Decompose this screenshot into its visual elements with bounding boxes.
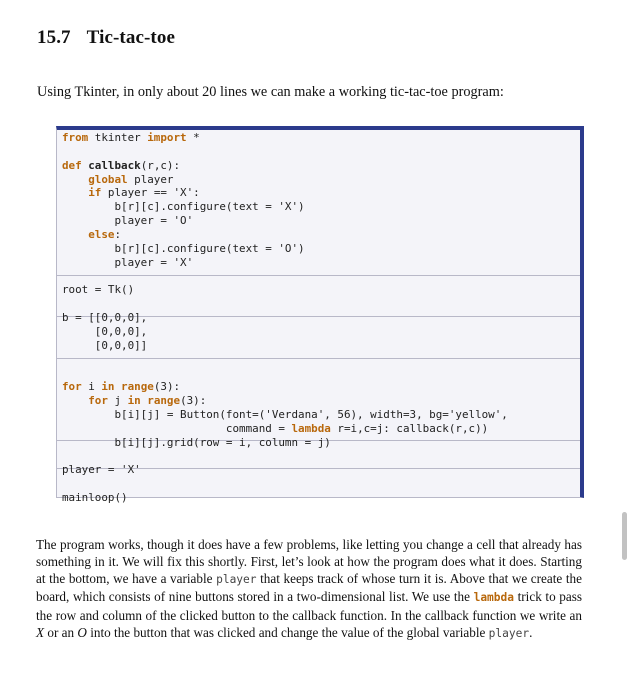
code-line <box>62 353 508 367</box>
code-line: b[i][j].grid(row = i, column = j) <box>62 435 331 449</box>
code-line: if player == 'X': <box>88 186 200 200</box>
code-line: command = lambda r=i,c=j: callback(r,c)) <box>62 421 489 435</box>
code-line <box>62 269 508 283</box>
code-line: for i in range(3): <box>62 380 181 394</box>
code-line: [0,0,0]] <box>62 338 148 352</box>
inline-code-lambda: lambda <box>473 591 514 605</box>
section-title: Tic-tac-toe <box>86 27 175 48</box>
body-paragraph: The program works, though it does have a few problems, like letting you change a cell that already has something in it. We will fix this shortly. First, let’s look at how the program does what it does. Starting at the bottom, we have a variable player that keeps track of whose turn it is. Above that we create the board, which consists of nine buttons stored in a two-dimensional list. We use the lambda trick to pass the row and column of the clicked button to the callback function. In the callback function we write an X or an O into the button that was clicked and change the value of the global variable player. <box>36 537 582 640</box>
code-line <box>62 297 508 311</box>
inline-code-player: player <box>216 573 257 587</box>
section-heading <box>37 27 175 49</box>
code-line <box>62 366 508 380</box>
section-number: 15.7 <box>37 27 71 48</box>
code-line: player = 'X' <box>62 255 194 269</box>
code-line: for j in range(3): <box>88 394 207 408</box>
code-line: b[r][c].configure(text = 'X') <box>62 200 305 214</box>
code-line: b[i][j] = Button(font=('Verdana', 56), width=3, bg='yellow', <box>62 407 508 421</box>
code-line <box>62 145 508 159</box>
code-line: player = 'O' <box>62 214 194 228</box>
code-line: global player <box>88 172 174 186</box>
code-listing <box>62 131 508 505</box>
code-line: else: <box>88 227 122 241</box>
intro-paragraph: Using Tkinter, in only about 20 lines we can make a working tic-tac-toe program: <box>37 84 504 100</box>
inline-code-player: player <box>488 626 530 640</box>
code-line <box>62 449 508 463</box>
code-line: b = [[0,0,0], <box>62 310 148 324</box>
italic-o: O <box>77 624 87 640</box>
code-line: mainloop() <box>62 490 128 504</box>
code-line: player = 'X' <box>62 463 141 477</box>
code-line <box>62 477 508 491</box>
code-line: root = Tk() <box>62 283 135 297</box>
code-line: def callback(r,c): <box>62 158 181 172</box>
code-line: from tkinter import * <box>62 131 200 144</box>
scrollbar-thumb[interactable] <box>622 512 627 560</box>
italic-x: X <box>36 624 45 640</box>
code-line: b[r][c].configure(text = 'O') <box>62 241 305 255</box>
code-line: [0,0,0], <box>62 324 148 338</box>
